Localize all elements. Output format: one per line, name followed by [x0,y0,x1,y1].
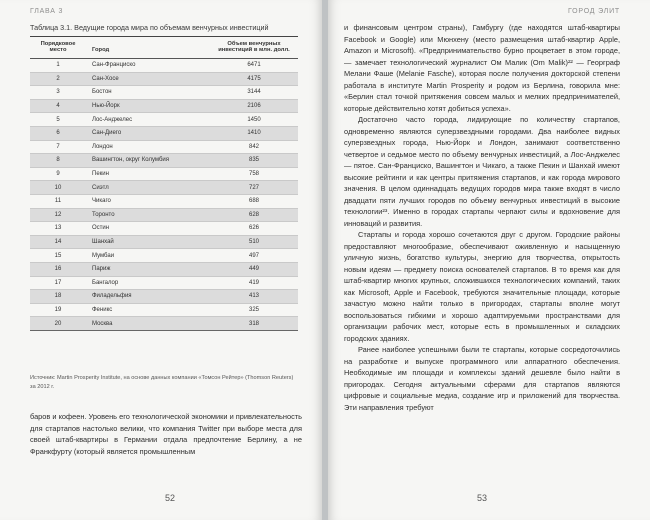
rank-cell: 1 [30,59,86,73]
city-cell: Нью-Йорк [86,99,210,113]
table-row [30,167,298,181]
city-cell: Бангалор [86,276,210,290]
city-cell: Филадельфия [86,290,210,304]
left-page [0,0,322,520]
running-head-left: ГЛАВА 3 [30,8,64,15]
rank-cell: 16 [30,262,86,276]
table-row [30,59,298,73]
table-row [30,262,298,276]
paragraph: и финансовым центром страны), Гамбургу (где находятся штаб-квартиры Facebook и Google) или Мюнхену (место размещения штаб-квартир Apple, Amazon и Microsoft). «Предпринимательство бурно процветает в этом городе, — замечает технологический журналист Ом Малик (Om Malik)²² — Георграф Мелани Фаше (Melanie Fasche), которая после получения докторской степени работала в институте Martin Prosperity и родом из Берлина, говорила мне: «Берлин стал точкой притяжения совсем малых и мелких предпринимателей, которые действительно хотят добиться успеха». [344,23,620,113]
city-cell: Лондон [86,140,210,154]
city-cell: Шанхай [86,235,210,249]
investment-cell: 1450 [210,113,298,127]
header-investment: Объем венчурных инвестиций в млн. долл. [210,37,298,59]
paragraph: Ранее наиболее успешными были те стартапы, которые сосредоточились на разработке и выпуске программного или аппаратного обеспечения. Необходимые им площади и комплексы зданий дешевле было найти в пригородах. Сегодня актуальными сферами для стартапов являются цифровые и социальные медиа, создание игр и приложений для творчества. Эти направления требуют [344,345,620,412]
investment-cell: 4175 [210,72,298,86]
rank-cell: 5 [30,113,86,127]
table-row [30,140,298,154]
rank-cell: 19 [30,303,86,317]
body-text-right [344,22,620,413]
rank-cell: 10 [30,181,86,195]
investment-cell: 510 [210,235,298,249]
city-cell: Вашингтон, округ Колумбия [86,154,210,168]
city-cell: Мумбаи [86,249,210,263]
table-source: Источник: Martin Prosperity Institute, на основе данных компании «Томсон Рейтер» (Thomson Reuters) за 2012 г. [30,375,294,390]
table-row [30,154,298,168]
table-row [30,72,298,86]
table-row [30,126,298,140]
investment-cell: 3144 [210,86,298,100]
city-cell: Сиэтл [86,181,210,195]
investment-cell: 318 [210,317,298,331]
investment-cell: 688 [210,194,298,208]
city-cell: Париж [86,262,210,276]
rank-cell: 8 [30,154,86,168]
investment-cell: 2106 [210,99,298,113]
investment-cell: 842 [210,140,298,154]
city-cell: Москва [86,317,210,331]
rank-cell: 20 [30,317,86,331]
table-row [30,317,298,331]
page-number-right: 53 [476,493,487,503]
city-cell: Сан-Хосе [86,72,210,86]
rank-cell: 18 [30,290,86,304]
city-cell: Сан-Диего [86,126,210,140]
rank-cell: 11 [30,194,86,208]
rank-cell: 4 [30,99,86,113]
table-row [30,290,298,304]
city-cell: Торонто [86,208,210,222]
city-cell: Бостон [86,86,210,100]
right-page [328,0,650,520]
rank-cell: 3 [30,86,86,100]
body-text-left [30,411,302,457]
investment-cell: 835 [210,154,298,168]
table-row [30,208,298,222]
rank-cell: 9 [30,167,86,181]
city-cell: Феникс [86,303,210,317]
table-row [30,249,298,263]
investment-cell: 727 [210,181,298,195]
paragraph: баров и кофеен. Уровень его технологической экономики и привлекательность для стартапов настолько велики, что компания Twitter при выборе места для своей штаб-квартиры в Германии отдала предпочтение Берлину, а не Франкфурту (который является промышленным [30,412,302,456]
table-caption: Таблица 3.1. Ведущие города мира по объемам венчурных инвестиций [30,23,269,32]
investment-cell: 413 [210,290,298,304]
city-cell: Сан-Франциско [86,59,210,73]
rank-cell: 6 [30,126,86,140]
rank-cell: 17 [30,276,86,290]
rank-cell: 15 [30,249,86,263]
table-row [30,303,298,317]
paragraph: Достаточно часто города, лидирующие по количеству стартапов, одновременно являются суперзвездными городами. Два наиболее видных суперзвездных города, Нью-Йорк и Лондон, занимают соответственно четвертое и седьмое место по объему венчурных инвестиций, а Лос-Анджелес — пятое. Сан-Франциско, Вашингтон и Чикаго, а также Пекин и Шанхай имеют высокие рейтинги и как центры притяжения стартапов, и как города мирового значения. В целом одиннадцать ведущих городов мира также входят в число двадцати пяти лучших городов по объему венчурных инвестиций в высокие технологии²³. Именно в городах стартапы черпают силы и вдохновение для инноваций и развития. [344,115,620,228]
investment-cell: 626 [210,222,298,236]
table-row [30,194,298,208]
investment-cell: 628 [210,208,298,222]
investment-cell: 419 [210,276,298,290]
paragraph: Стартапы и города хорошо сочетаются друг с другом. Городские районы предоставляют многообразие, обеспечивают оживленную и насыщенную уличную жизнь, богатство культуры, энергию для творчества, открытость новым идеям — предмету поиска основателей стартапов. В то время как для штаб-квартир многих крупных, сложившихся технологических компаний, таких как Microsoft, Apple и Facebook, требуются значительные площади, которые зачастую можно найти только в пригородах, стартапы вполне могут воспользоваться гибкими и хорошо адаптируемыми пространствами для организации рабочих мест, которые есть в промышленных и складских городских зданиях. [344,230,620,343]
table-row [30,113,298,127]
investment-cell: 6471 [210,59,298,73]
rank-cell: 14 [30,235,86,249]
table-body [30,59,298,331]
rank-cell: 2 [30,72,86,86]
table-row [30,235,298,249]
city-cell: Остин [86,222,210,236]
venture-investment-table [30,36,298,331]
city-cell: Чикаго [86,194,210,208]
table-row [30,99,298,113]
city-cell: Лос-Анджелес [86,113,210,127]
table-row [30,181,298,195]
city-cell: Пекин [86,167,210,181]
running-head-right: ГОРОД ЭЛИТ [567,8,620,15]
table-row [30,276,298,290]
investment-cell: 325 [210,303,298,317]
investment-cell: 1410 [210,126,298,140]
header-city: Город [86,37,210,59]
header-rank: Порядковое место [30,37,86,59]
investment-cell: 758 [210,167,298,181]
page-number-left: 52 [164,493,175,503]
rank-cell: 7 [30,140,86,154]
rank-cell: 12 [30,208,86,222]
investment-cell: 497 [210,249,298,263]
rank-cell: 13 [30,222,86,236]
table-row [30,86,298,100]
table-row [30,222,298,236]
investment-cell: 449 [210,262,298,276]
